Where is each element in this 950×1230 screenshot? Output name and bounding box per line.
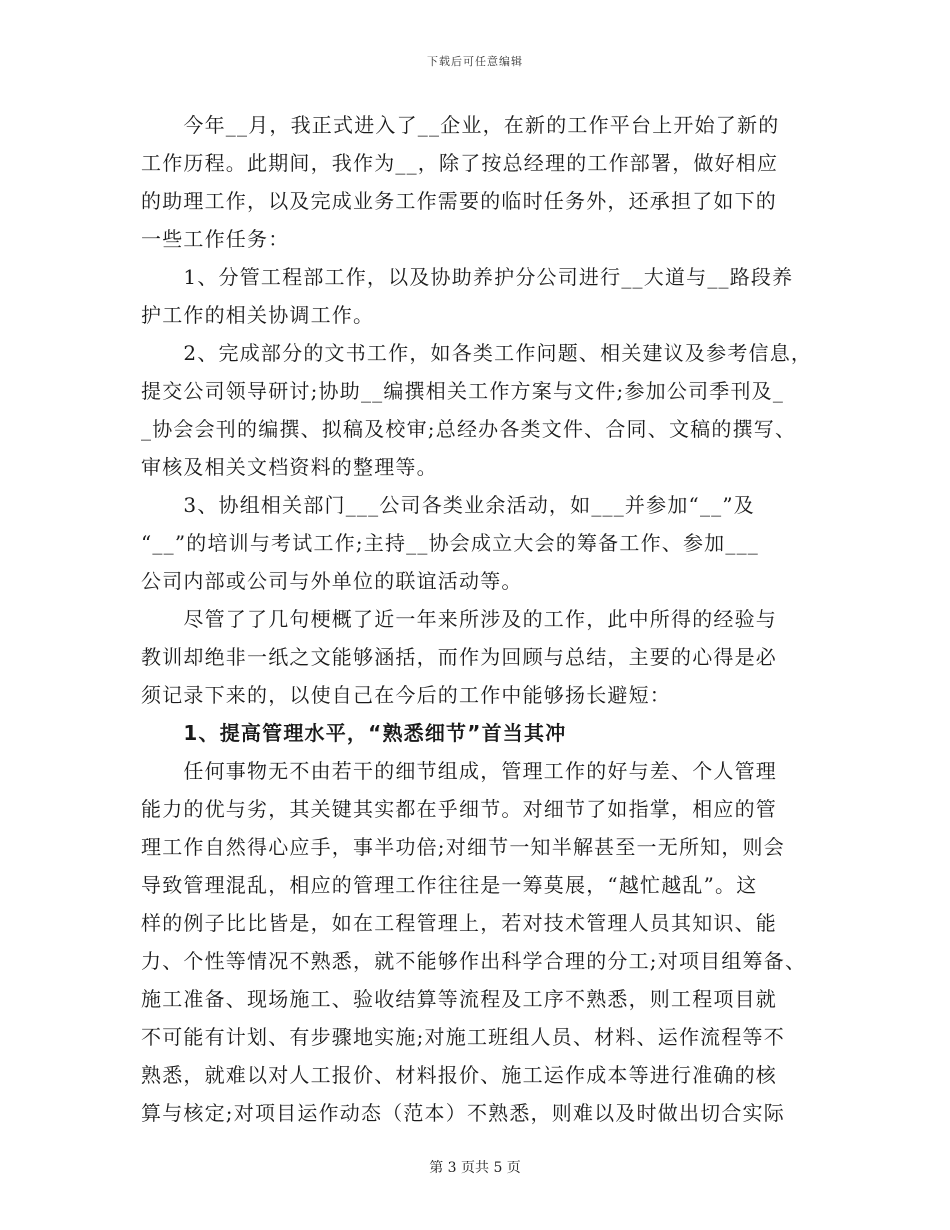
text-line: 提交公司领导研讨;协助__编撰相关工作方案与文件;参加公司季刊及_	[141, 379, 785, 403]
text-line: 不可能有计划、有步骤地实施;对施工班组人员、材料、运作流程等不	[141, 1025, 785, 1049]
text-line: “__”的培训与考试工作;主持__协会成立大会的筹备工作、参加___	[141, 531, 759, 555]
text-line: 1、分管工程部工作，以及协助养护分公司进行__大道与__路段养	[141, 265, 794, 289]
text-line: 导致管理混乱，相应的管理工作往往是一筹莫展，“越忙越乱”。这	[141, 873, 758, 897]
text-line: 3、协组相关部门___公司各类业余活动，如___并参加“__”及	[141, 493, 755, 517]
text-line: 理工作自然得心应手，事半功倍;对细节一知半解甚至一无所知，则会	[141, 835, 785, 859]
text-line: 须记录下来的，以使自己在今后的工作中能够扬长避短：	[141, 683, 671, 707]
section-heading-line: 1、提高管理水平，“熟悉细节”首当其冲	[141, 721, 567, 745]
page-number-footer: 第 3 页共 5 页	[429, 1160, 521, 1176]
text-line: 工作历程。此期间，我作为__，除了按总经理的工作部署，做好相应	[141, 151, 779, 175]
text-line: 的助理工作，以及完成业务工作需要的临时任务外，还承担了如下的	[141, 189, 777, 213]
text-line: 公司内部或公司与外单位的联谊活动等。	[141, 569, 523, 593]
text-line: 一些工作任务：	[141, 227, 290, 251]
text-line: _协会会刊的编撰、拟稿及校审;总经办各类文件、合同、文稿的撰写、	[141, 417, 797, 441]
text-line: 能力的优与劣，其关键其实都在乎细节。对细节了如指掌，相应的管	[141, 797, 777, 821]
text-line: 尽管了了几句梗概了近一年来所涉及的工作，此中所得的经验与	[141, 607, 777, 631]
text-line: 任何事物无不由若干的细节组成，管理工作的好与差、个人管理	[141, 759, 777, 783]
text-line: 熟悉，就难以对人工报价、材料报价、施工运作成本等进行准确的核	[141, 1063, 777, 1087]
page-header: 下载后可任意编辑	[427, 55, 523, 68]
text-line: 今年__月，我正式进入了__企业，在新的工作平台上开始了新的	[141, 113, 780, 137]
text-line: 算与核定;对项目运作动态（范本）不熟悉，则难以及时做出切合实际	[141, 1101, 785, 1125]
text-line: 力、个性等情况不熟悉，就不能够作出科学合理的分工;对项目组筹备、	[141, 949, 807, 973]
text-line: 2、完成部分的文书工作，如各类工作问题、相关建议及参考信息，	[141, 341, 813, 365]
text-line: 审核及相关文档资料的整理等。	[141, 455, 438, 479]
text-line: 施工准备、现场施工、验收结算等流程及工序不熟悉，则工程项目就	[141, 987, 777, 1011]
text-line: 教训却绝非一纸之文能够涵括，而作为回顾与总结，主要的心得是必	[141, 645, 777, 669]
document-body	[141, 106, 813, 1132]
text-line: 样的例子比比皆是，如在工程管理上，若对技术管理人员其知识、能	[141, 911, 777, 935]
text-line: 护工作的相关协调工作。	[141, 303, 375, 327]
